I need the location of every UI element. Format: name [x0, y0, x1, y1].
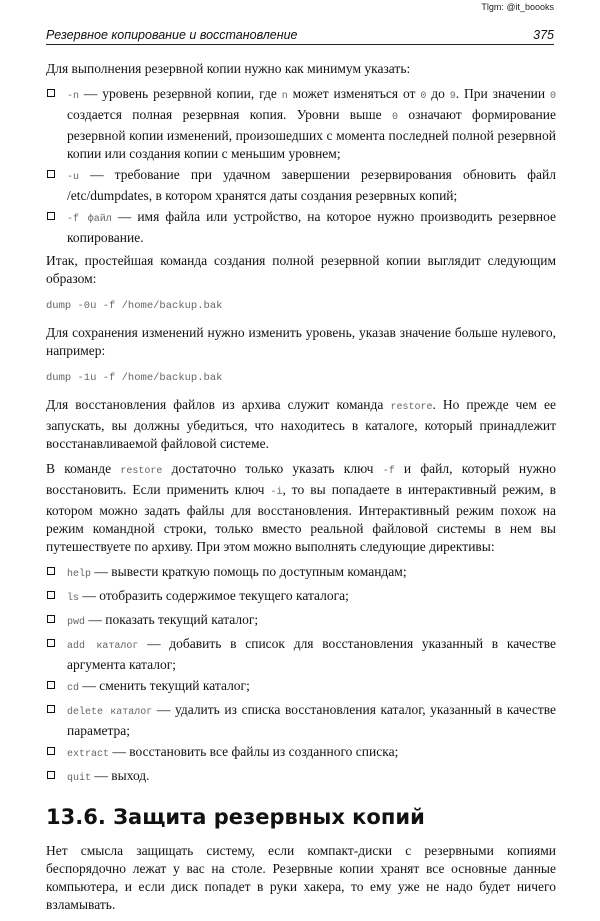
list-item: delete каталог — удалить из списка восстановления каталог, указанный в качестве параметра; — [46, 701, 556, 740]
list-item: add каталог — добавить в список для восстановления указанный в качестве аргумента каталог; — [46, 635, 556, 674]
bullet-box-icon — [47, 591, 55, 599]
list-item: cd — сменить текущий каталог; — [46, 677, 556, 698]
list-item: ls — отобразить содержимое текущего каталога; — [46, 587, 556, 608]
bullet-box-icon — [47, 771, 55, 779]
list-item: pwd — показать текущий каталог; — [46, 611, 556, 632]
bullet-box-icon — [47, 567, 55, 575]
page-body — [46, 60, 556, 921]
code-line: dump -0u -f /home/backup.bak — [46, 300, 223, 312]
restore-directives-list — [46, 563, 556, 788]
paragraph: Нет смысла защищать систему, если компакт-диски с резервными копиями беспорядочно лежат у вас на столе. Резервные копии хранят все основные данные компьютера, и если диск попадет в руки хакера, то ему уже не надо будет ничего взламывать. — [46, 843, 556, 912]
list-item: quit — выход. — [46, 767, 556, 788]
list-item: -u — требование при удачном завершении резервирования обновить файл /etc/dumpdates, в котором хранятся даты создания резервных копий; — [46, 166, 556, 205]
chapter-title: Резервное копирование и восстановление — [46, 28, 298, 42]
paragraph: Для восстановления файлов из архива служит команда restore. Но прежде чем ее запускать, вы должны убедиться, что находитесь в каталоге, который принадлежит восстанавливаемой файловой системе. — [46, 397, 557, 451]
paragraph: Для сохранения изменений нужно изменить уровень, указав значение больше нулевого, например: — [46, 325, 556, 358]
telegram-watermark: Tlgm: @it_boooks — [481, 2, 554, 12]
bullet-box-icon — [47, 615, 55, 623]
paragraph: В команде restore достаточно только указать ключ -f и файл, который нужно восстановить. Если применить ключ -i, то вы попадаете в интерактивный режим, в котором можно задать файлы для восстановления. Интерактивный режим похож на режим командной строки, только вместо реальной файловой системы в нем вы путешествуете по архиву. При этом можно выполнять следующие директивы: — [46, 461, 556, 554]
page-number: 375 — [533, 28, 554, 42]
paragraph-intro: Для выполнения резервной копии нужно как минимум указать: — [46, 61, 411, 76]
bullet-box-icon — [47, 747, 55, 755]
list-item: help — вывести краткую помощь по доступным командам; — [46, 563, 556, 584]
section-heading: 13.6. Защита резервных копий — [46, 805, 425, 829]
list-item: extract — восстановить все файлы из созданного списка; — [46, 743, 556, 764]
bullet-box-icon — [47, 639, 55, 647]
dump-options-list — [46, 85, 556, 247]
bullet-box-icon — [47, 681, 55, 689]
paragraph: Итак, простейшая команда создания полной резервной копии выглядит следующим образом: — [46, 253, 556, 286]
bullet-box-icon — [47, 170, 55, 178]
code-line: dump -1u -f /home/backup.bak — [46, 372, 223, 384]
bullet-box-icon — [47, 212, 55, 220]
running-header — [46, 27, 554, 45]
bullet-box-icon — [47, 89, 55, 97]
list-item: -f файл — имя файла или устройство, на которое нужно производить резервное копирование. — [46, 208, 556, 247]
bullet-box-icon — [47, 705, 55, 713]
list-item: -n — уровень резервной копии, где n может изменяться от 0 до 9. При значении 0 создается полная резервная копия. Уровни выше 0 означают формирование резервной копии изменений, произошедших с момента последней полной резервной копии или создания копии с меньшим уровнем; — [46, 85, 556, 163]
